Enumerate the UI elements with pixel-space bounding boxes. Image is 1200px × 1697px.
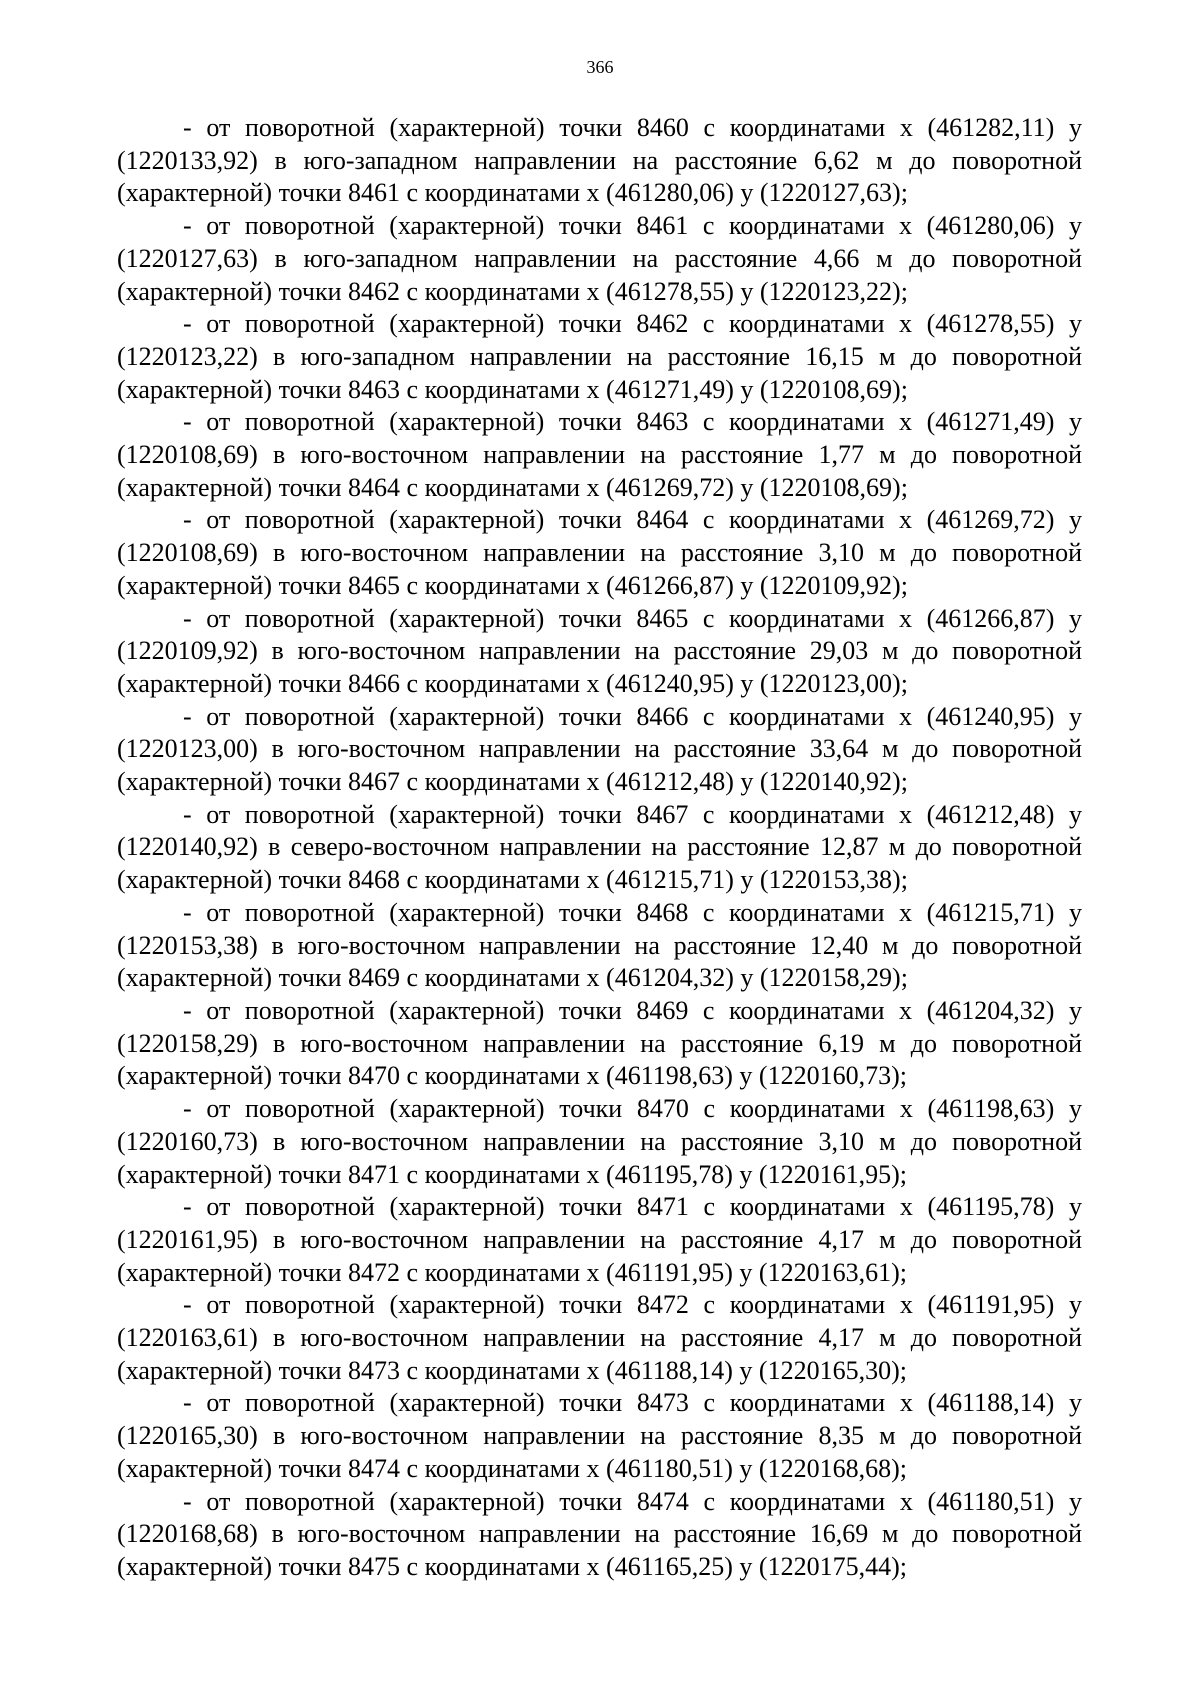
paragraph: - от поворотной (характерной) точки 8474 с координатами х (461180,51) у (1220168,68) в юго-восточном направлении на расстояние 16,69 м до поворотной (характерной) точки 8475 с координатами х (461165,25) у (1220175,44);	[117, 1486, 1082, 1581]
paragraph: - от поворотной (характерной) точки 8460 с координатами х (461282,11) у (1220133,92) в юго-западном направлении на расстояние 6,62 м до поворотной (характерной) точки 8461 с координатами х (461280,06) у (1220127,63);	[117, 113, 1082, 208]
paragraph: - от поворотной (характерной) точки 8465 с координатами х (461266,87) у (1220109,92) в юго-восточном направлении на расстояние 29,03 м до поворотной (характерной) точки 8466 с координатами х (461240,95) у (1220123,00);	[117, 603, 1082, 698]
paragraph: - от поворотной (характерной) точки 8472 с координатами х (461191,95) у (1220163,61) в юго-восточном направлении на расстояние 4,17 м до поворотной (характерной) точки 8473 с координатами х (461188,14) у (1220165,30);	[117, 1290, 1082, 1385]
paragraph: - от поворотной (характерной) точки 8471 с координатами х (461195,78) у (1220161,95) в юго-восточном направлении на расстояние 4,17 м до поворотной (характерной) точки 8472 с координатами х (461191,95) у (1220163,61);	[117, 1192, 1082, 1287]
paragraph: - от поворотной (характерной) точки 8466 с координатами х (461240,95) у (1220123,00) в юго-восточном направлении на расстояние 33,64 м до поворотной (характерной) точки 8467 с координатами х (461212,48) у (1220140,92);	[117, 701, 1082, 797]
paragraph: - от поворотной (характерной) точки 8470 с координатами х (461198,63) у (1220160,73) в юго-восточном направлении на расстояние 3,10 м до поворотной (характерной) точки 8471 с координатами х (461195,78) у (1220161,95);	[117, 1094, 1082, 1189]
paragraph: - от поворотной (характерной) точки 8467 с координатами х (461212,48) у (1220140,92) в северо-восточном направлении на расстояние 12,87 м до поворотной (характерной) точки 8468 с координатами х (461215,71) у (1220153,38);	[117, 799, 1082, 895]
document-body	[117, 112, 1082, 1584]
paragraph: - от поворотной (характерной) точки 8468 с координатами х (461215,71) у (1220153,38) в юго-восточном направлении на расстояние 12,40 м до поворотной (характерной) точки 8469 с координатами х (461204,32) у (1220158,29);	[117, 897, 1082, 993]
paragraph: - от поворотной (характерной) точки 8464 с координатами х (461269,72) у (1220108,69) в юго-восточном направлении на расстояние 3,10 м до поворотной (характерной) точки 8465 с координатами х (461266,87) у (1220109,92);	[117, 505, 1082, 600]
page-number: 366	[586, 57, 614, 77]
paragraph: - от поворотной (характерной) точки 8469 с координатами х (461204,32) у (1220158,29) в юго-восточном направлении на расстояние 6,19 м до поворотной (характерной) точки 8470 с координатами х (461198,63) у (1220160,73);	[117, 995, 1082, 1091]
paragraph: - от поворотной (характерной) точки 8461 с координатами х (461280,06) у (1220127,63) в юго-западном направлении на расстояние 4,66 м до поворотной (характерной) точки 8462 с координатами х (461278,55) у (1220123,22);	[117, 211, 1082, 306]
paragraph: - от поворотной (характерной) точки 8463 с координатами х (461271,49) у (1220108,69) в юго-восточном направлении на расстояние 1,77 м до поворотной (характерной) точки 8464 с координатами х (461269,72) у (1220108,69);	[117, 407, 1082, 502]
paragraph: - от поворотной (характерной) точки 8473 с координатами х (461188,14) у (1220165,30) в юго-восточном направлении на расстояние 8,35 м до поворотной (характерной) точки 8474 с координатами х (461180,51) у (1220168,68);	[117, 1388, 1082, 1483]
paragraph: - от поворотной (характерной) точки 8462 с координатами х (461278,55) у (1220123,22) в юго-западном направлении на расстояние 16,15 м до поворотной (характерной) точки 8463 с координатами х (461271,49) у (1220108,69);	[117, 309, 1082, 404]
